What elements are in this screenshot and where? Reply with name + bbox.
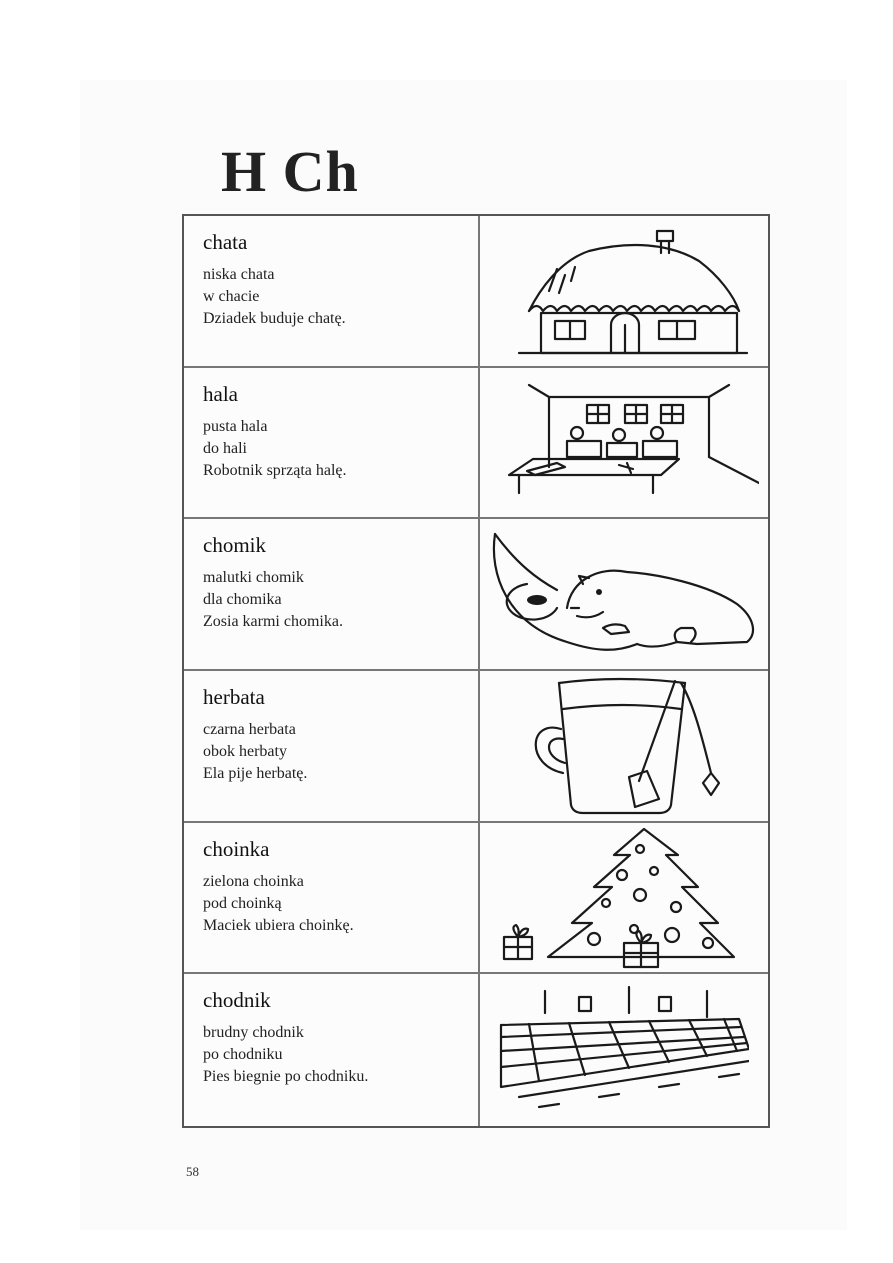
entry-line: dla chomika <box>203 591 282 609</box>
page-title: H Ch <box>221 139 359 204</box>
entry-line: Ela pije herbatę. <box>203 765 308 783</box>
tea-cup-icon <box>489 673 759 818</box>
entry-picture-hala <box>480 368 768 520</box>
entry-line: Maciek ubiera choinkę. <box>203 916 354 934</box>
house-icon <box>499 221 749 361</box>
entry-picture-chomik <box>480 519 768 671</box>
entry-text-herbata <box>184 671 480 823</box>
christmas-tree-icon <box>494 825 754 970</box>
entry-picture-chodnik <box>480 974 768 1126</box>
entry-text-choinka <box>184 823 480 975</box>
page-number: 58 <box>186 1164 199 1179</box>
entry-line: po chodniku <box>203 1046 283 1064</box>
entry-picture-chata <box>480 216 768 368</box>
entry-line: malutki chomik <box>203 569 304 587</box>
entry-line: pusta hala <box>203 417 268 435</box>
sidewalk-icon <box>499 985 749 1115</box>
entry-line: brudny chodnik <box>203 1024 304 1042</box>
entry-text-chomik <box>184 519 480 671</box>
entry-line: zielona choinka <box>203 872 304 890</box>
entry-word: chodnik <box>203 988 271 1013</box>
entry-line: Dziadek buduje chatę. <box>203 310 346 328</box>
entry-text-chodnik <box>184 974 480 1126</box>
entry-line: obok herbaty <box>203 743 287 761</box>
entry-word: hala <box>203 381 238 406</box>
hamster-icon <box>487 524 762 664</box>
entry-text-chata <box>184 216 480 368</box>
entry-line: w chacie <box>203 288 260 306</box>
entry-picture-herbata <box>480 671 768 823</box>
factory-hall-icon <box>489 375 759 510</box>
entry-line: Pies biegnie po chodniku. <box>203 1068 369 1086</box>
entry-line: Robotnik sprząta halę. <box>203 461 347 479</box>
vocabulary-table <box>182 214 770 1128</box>
entry-line: do hali <box>203 439 247 457</box>
entry-text-hala <box>184 368 480 520</box>
entry-word: chata <box>203 230 248 254</box>
entry-line: niska chata <box>203 266 275 284</box>
entry-line: czarna herbata <box>203 721 296 739</box>
entry-word: herbata <box>203 685 265 709</box>
entry-line: Zosia karmi chomika. <box>203 613 343 631</box>
entry-word: choinka <box>203 836 270 861</box>
entry-word: chomik <box>203 533 266 558</box>
entry-line: pod choinką <box>203 894 282 912</box>
entry-picture-choinka <box>480 823 768 975</box>
